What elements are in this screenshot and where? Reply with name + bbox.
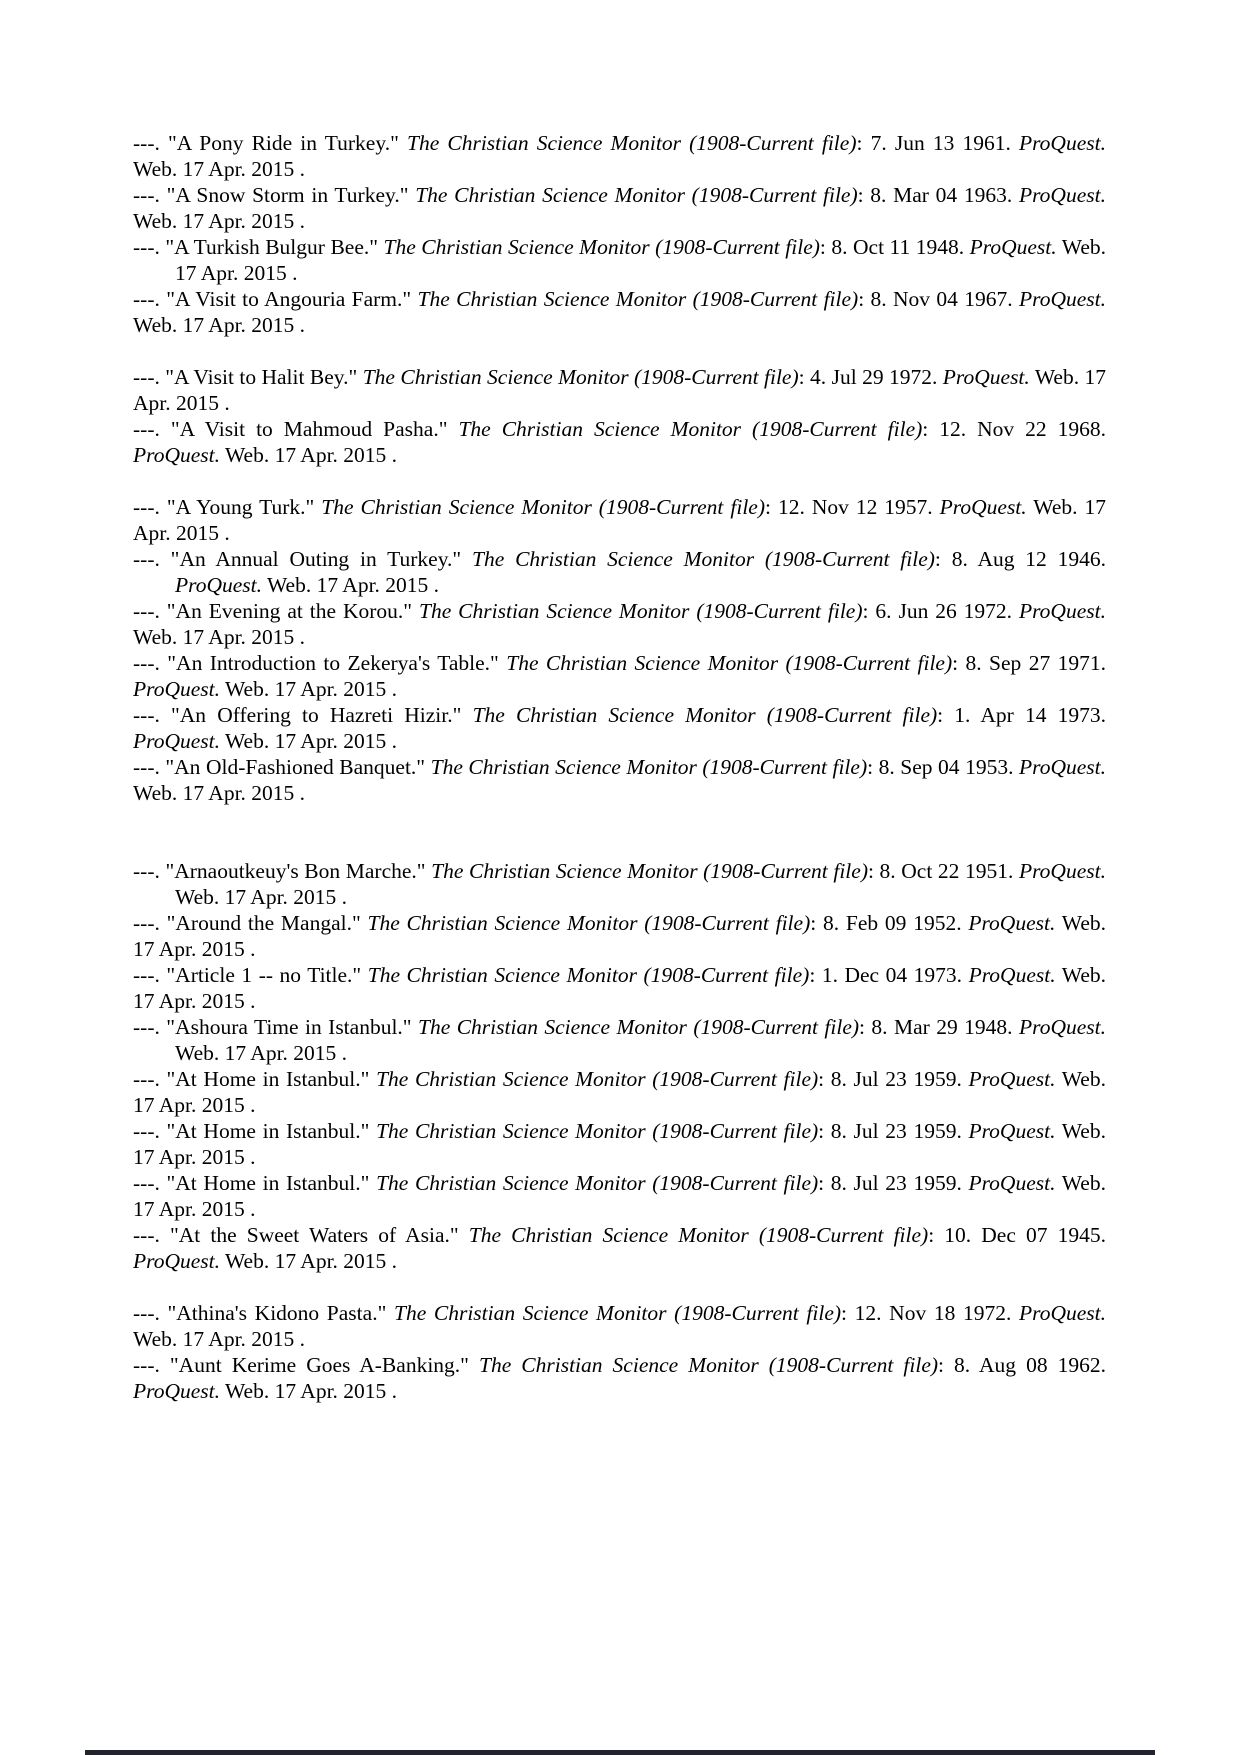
citation-page-date: : 12. Nov 18 1972. [841,1301,1019,1325]
citation-journal: The Christian Science Monitor (1908-Current file) [367,963,810,987]
citation-author-title: ---. "An Introduction to Zekerya's Table." [133,651,507,675]
citation-entry [133,910,1106,962]
citation-journal: The Christian Science Monitor (1908-Current file) [431,859,868,883]
citation-entry [133,546,1106,598]
citation-access: Web. 17 Apr. 2015 . [133,1171,1106,1221]
citation-journal: The Christian Science Monitor (1908-Current file) [418,1015,860,1039]
citation-access: Web. 17 Apr. 2015 . [133,1119,1106,1169]
citation-access: Web. 17 Apr. 2015 . [133,209,306,233]
citation-database: ProQuest. [939,495,1027,519]
citation-author-title: ---. "Aunt Kerime Goes A-Banking." [133,1353,479,1377]
citation-author-title: ---. "A Visit to Halit Bey." [133,365,363,389]
citation-journal: The Christian Science Monitor (1908-Current file) [458,417,923,441]
citation-access: Web. 17 Apr. 2015 . [220,677,398,701]
citation-database: ProQuest. [1019,1015,1106,1039]
citation-author-title: ---. "A Visit to Angouria Farm." [133,287,418,311]
citation-journal: The Christian Science Monitor (1908-Current file) [419,599,863,623]
citation-access: Web. 17 Apr. 2015 . [133,625,306,649]
citation-journal: The Christian Science Monitor (1908-Current file) [472,703,938,727]
citation-access: Web. 17 Apr. 2015 . [262,573,440,597]
citation-page-date: : 8. Jul 23 1959. [818,1067,969,1091]
citation-entry [133,1066,1106,1118]
citation-group [133,364,1106,468]
works-cited-list [133,130,1106,1404]
citation-group [133,494,1106,806]
citation-author-title: ---. "Ashoura Time in Istanbul." [133,1015,419,1039]
citation-entry [133,962,1106,1014]
citation-page-date: : 8. Jul 23 1959. [818,1119,969,1143]
citation-journal: The Christian Science Monitor (1908-Current file) [376,1171,819,1195]
citation-entry [133,702,1106,754]
citation-entry [133,494,1106,546]
citation-access: Web. 17 Apr. 2015 . [133,313,306,337]
citation-entry [133,182,1106,234]
citation-author-title: ---. "Athina's Kidono Pasta." [133,1301,394,1325]
citation-group [133,130,1106,338]
citation-journal: The Christian Science Monitor (1908-Current file) [415,183,858,207]
citation-page-date: : 8. Mar 29 1948. [859,1015,1019,1039]
citation-entry [133,1300,1106,1352]
citation-page-date: : 1. Dec 04 1973. [809,963,969,987]
citation-journal: The Christian Science Monitor (1908-Current file) [406,131,857,155]
citation-journal: The Christian Science Monitor (1908-Current file) [468,1223,929,1247]
citation-author-title: ---. "Around the Mangal." [133,911,368,935]
citation-page-date: : 8. Mar 04 1963. [857,183,1019,207]
citation-page-date: : 12. Nov 12 1957. [765,495,940,519]
citation-author-title: ---. "At Home in Istanbul." [133,1067,377,1091]
citation-author-title: ---. "A Turkish Bulgur Bee." [133,235,384,259]
citation-page-date: : 1. Apr 14 1973. [937,703,1106,727]
citation-page-date: : 6. Jun 26 1972. [862,599,1019,623]
citation-page-date: : 12. Nov 22 1968. [922,417,1106,441]
citation-database: ProQuest. [968,1171,1056,1195]
citation-page-date: : 8. Nov 04 1967. [858,287,1019,311]
citation-database: ProQuest. [1019,287,1106,311]
citation-entry [133,598,1106,650]
citation-journal: The Christian Science Monitor (1908-Current file) [321,495,766,519]
citation-database: ProQuest. [968,911,1056,935]
citation-access: Web. 17 Apr. 2015 . [133,1067,1106,1117]
citation-entry [133,130,1106,182]
citation-page-date: : 8. Sep 27 1971. [952,651,1106,675]
citation-journal: The Christian Science Monitor (1908-Current file) [367,911,811,935]
citation-page-date: : 8. Aug 12 1946. [934,547,1106,571]
citation-access: Web. 17 Apr. 2015 . [133,157,306,181]
citation-database: ProQuest. [1019,755,1106,779]
citation-access: Web. 17 Apr. 2015 . [220,1379,398,1403]
citation-database: ProQuest. [968,963,1056,987]
citation-entry [133,1170,1106,1222]
citation-group [133,1300,1106,1404]
citation-access: Web. 17 Apr. 2015 . [133,365,1106,415]
citation-database: ProQuest. [133,1249,220,1273]
citation-access: Web. 17 Apr. 2015 . [220,1249,398,1273]
citation-group [133,858,1106,1274]
citation-journal: The Christian Science Monitor (1908-Current file) [393,1301,842,1325]
citation-access: Web. 17 Apr. 2015 . [175,1041,348,1065]
citation-journal: The Christian Science Monitor (1908-Current file) [376,1067,819,1091]
citation-page-date: : 8. Feb 09 1952. [810,911,969,935]
citation-entry [133,1222,1106,1274]
citation-access: Web. 17 Apr. 2015 . [175,235,1106,285]
citation-database: ProQuest. [133,677,220,701]
citation-database: ProQuest. [1018,131,1106,155]
citation-page-date: : 8. Aug 08 1962. [938,1353,1106,1377]
citation-page-date: : 7. Jun 13 1961. [856,131,1019,155]
citation-page-date: : 10. Dec 07 1945. [928,1223,1106,1247]
citation-author-title: ---. "At Home in Istanbul." [133,1171,377,1195]
citation-access: Web. 17 Apr. 2015 . [133,495,1106,545]
citation-entry [133,234,1106,286]
citation-author-title: ---. "A Pony Ride in Turkey." [133,131,407,155]
citation-entry [133,1014,1106,1066]
citation-database: ProQuest. [1019,1301,1106,1325]
citation-journal: The Christian Science Monitor (1908-Current file) [376,1119,819,1143]
citation-entry [133,650,1106,702]
citation-author-title: ---. "Arnaoutkeuy's Bon Marche." [133,859,432,883]
citation-entry [133,858,1106,910]
citation-access: Web. 17 Apr. 2015 . [133,963,1107,1013]
citation-access: Web. 17 Apr. 2015 . [175,885,348,909]
citation-entry [133,754,1106,806]
citation-journal: The Christian Science Monitor (1908-Current file) [430,755,868,779]
citation-database: ProQuest. [133,1379,220,1403]
citation-entry [133,416,1106,468]
citation-author-title: ---. "A Snow Storm in Turkey." [133,183,416,207]
citation-journal: The Christian Science Monitor (1908-Current file) [472,547,935,571]
page-bottom-edge [85,1750,1155,1755]
citation-entry [133,1118,1106,1170]
citation-database: ProQuest. [1018,859,1106,883]
citation-page-date: : 8. Sep 04 1953. [867,755,1019,779]
citation-journal: The Christian Science Monitor (1908-Current file) [383,235,820,259]
citation-journal: The Christian Science Monitor (1908-Current file) [478,1353,939,1377]
citation-database: ProQuest. [969,235,1057,259]
citation-database: ProQuest. [1018,183,1106,207]
citation-database: ProQuest. [968,1119,1056,1143]
citation-journal: The Christian Science Monitor (1908-Current file) [506,651,953,675]
citation-author-title: ---. "At the Sweet Waters of Asia." [133,1223,469,1247]
citation-database: ProQuest. [175,573,262,597]
citation-entry [133,364,1106,416]
citation-journal: The Christian Science Monitor (1908-Current file) [362,365,799,389]
citation-database: ProQuest. [133,729,220,753]
citation-database: ProQuest. [1018,599,1106,623]
citation-access: Web. 17 Apr. 2015 . [220,729,398,753]
citation-access: Web. 17 Apr. 2015 . [220,443,398,467]
citation-database: ProQuest. [968,1067,1056,1091]
citation-access: Web. 17 Apr. 2015 . [133,1327,306,1351]
citation-page-date: : 4. Jul 29 1972. [798,365,943,389]
citation-author-title: ---. "At Home in Istanbul." [133,1119,377,1143]
citation-author-title: ---. "A Young Turk." [133,495,322,519]
citation-database: ProQuest. [133,443,220,467]
citation-entry [133,286,1106,338]
citation-access: Web. 17 Apr. 2015 . [133,781,306,805]
citation-journal: The Christian Science Monitor (1908-Current file) [417,287,859,311]
citation-access: Web. 17 Apr. 2015 . [133,911,1106,961]
citation-author-title: ---. "Article 1 -- no Title." [133,963,368,987]
citation-author-title: ---. "An Evening at the Korou." [133,599,419,623]
citation-author-title: ---. "A Visit to Mahmoud Pasha." [133,417,459,441]
citation-page-date: : 8. Jul 23 1959. [818,1171,969,1195]
citation-page-date: : 8. Oct 22 1951. [867,859,1019,883]
citation-author-title: ---. "An Old-Fashioned Banquet." [133,755,431,779]
citation-author-title: ---. "An Offering to Hazreti Hizir." [133,703,473,727]
citation-entry [133,1352,1106,1404]
citation-database: ProQuest. [942,365,1030,389]
citation-page-date: : 8. Oct 11 1948. [819,235,970,259]
citation-author-title: ---. "An Annual Outing in Turkey." [133,547,473,571]
